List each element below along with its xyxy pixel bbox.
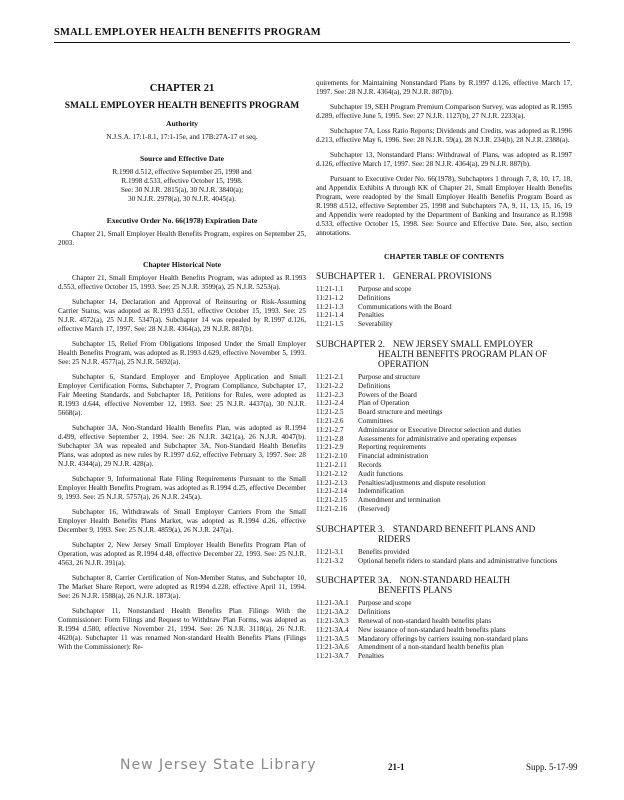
subchapter-label: SUBCHAPTER 1. xyxy=(316,271,385,281)
history-paragraph: Pursuant to Executive Order No. 66(1978), Subchapters 1 through 7, 8, 10, 17, 18, and Appendix Exhibits A through KK of Chapter 21, Small Employer Health Benefits Program, were readopted by the Small Employer Health Benefits Program Board as R.1998 d.512, effective September 25, 1998 and Subchapters 7A, 9, 11, 13, 15, 16, 19 and Appendix were readopted by the Department of Banking and Insurance as R.1998 d.533, effective October 15, 1998. See: Source and Effective Date. See, also, section annotations. xyxy=(316,175,572,237)
exec-order-heading: Executive Order No. 66(1978) Expiration Date xyxy=(106,216,258,225)
history-paragraph: Subchapter 6, Standard Employer and Employee Application and Small Employer Certification Forms, Subchapter 7, Program Compliance, Subchapter 17, Fair Meeting Standards, and Subchapter 18, Petitions for Rules, were adopted as R.1993 d.644, effective November 12, 1993. See: 25 N.J.R. 4437(a), 30 N.J.R. 5668(a). xyxy=(58,373,306,417)
toc-entry xyxy=(316,557,572,566)
toc-entry xyxy=(316,548,572,557)
toc-entry xyxy=(316,643,572,652)
section-title: Penalties/adjustments and dispute resolution xyxy=(358,478,486,487)
section-title: Administrator or Executive Director selection and duties xyxy=(358,425,521,434)
section-title: Plan of Operation xyxy=(358,399,410,408)
section-number: 11:21-3A.7 xyxy=(316,652,349,661)
section-title: Severability xyxy=(358,320,393,329)
subchapter-label: SUBCHAPTER 3. xyxy=(316,523,385,534)
toc-entry xyxy=(316,294,572,303)
section-title: Records xyxy=(358,460,382,469)
section-number: 11:21-2.3 xyxy=(316,390,344,399)
section-number: 11:21-3.1 xyxy=(316,547,344,556)
toc-entry xyxy=(316,382,572,391)
exec-order-text: Chapter 21, Small Employer Health Benefits Program, expires on September 25, 2003. xyxy=(58,230,306,247)
section-title: Reporting requirements xyxy=(358,443,427,452)
section-number: 11:21-3A.3 xyxy=(316,616,349,625)
section-number: 11:21-2.11 xyxy=(316,460,347,469)
toc-heading: CHAPTER TABLE OF CONTENTS xyxy=(384,252,504,261)
toc-entry xyxy=(316,626,572,635)
chapter-number: CHAPTER 21 xyxy=(149,83,215,94)
section-number: 11:21-3.2 xyxy=(316,556,344,565)
toc-entry xyxy=(316,320,572,329)
subchapter-title-line: OPERATION xyxy=(378,358,430,369)
section-number: 11:21-2.4 xyxy=(316,399,344,408)
section-number: 11:21-1.2 xyxy=(316,293,344,302)
section-title: Amendment of a non-standard health benefits plan xyxy=(358,643,504,652)
table-of-contents xyxy=(316,271,572,661)
section-number: 11:21-2.14 xyxy=(316,487,348,496)
history-paragraph: Subchapter 7A, Loss Ratio Reports; Dividends and Credits, was adopted as R.1996 d.213, effective May 6, 1996. See: 28 N.J.R. 59(a), 28 N.J.R. 234(b), 28 N.J.R. 2388(a). xyxy=(316,127,572,144)
toc-entry xyxy=(316,435,572,444)
section-title: New issuance of non-standard health benefits plans xyxy=(358,625,506,634)
history-paragraph: Subchapter 15, Relief From Obligations Imposed Under the Small Employer Health Benefits Program, was adopted as R.1993 d.629, effective November 5, 1993. See: 25 N.J.R. 4577(a), 25 N.J.R. 5692(a). xyxy=(58,340,306,366)
section-title: Penalties xyxy=(358,652,384,661)
toc-entry xyxy=(316,311,572,320)
history-paragraph: Subchapter 13, Nonstandard Plans: Withdrawal of Plans, was adopted as R.1997 d.126, effective March 17, 1997. See: 28 N.J.R. 4364(a), 29 N.J.R. 887(b). xyxy=(316,151,572,168)
section-number: 11:21-2.10 xyxy=(316,452,348,461)
section-title: Indemnification xyxy=(358,487,404,496)
section-list xyxy=(316,599,572,661)
section-title: Mandatory offerings by carriers issuing non-standard plans xyxy=(358,634,528,643)
section-number: 11:21-1.3 xyxy=(316,302,344,311)
history-paragraph: Subchapter 16, Withdrawals of Small Employer Carriers From the Small Employer Health Benefits Plans Market, was adopted as R.1994 d.26, effective December 9, 1993. See: 25 N.J.R. 4859(a), 26 N.J.R. 247(a). xyxy=(58,508,306,534)
toc-entry xyxy=(316,452,572,461)
section-number: 11:21-1.5 xyxy=(316,320,344,329)
history-paragraph: Subchapter 8, Carrier Certification of Non-Member Status, and Subchapter 10, The Market Share Report, were adopted as R1994 d.228, effective April 11, 1994. See: 26 N.J.R. 1588(a), 26 N.J.R. 1873(a). xyxy=(58,574,306,600)
toc-entry xyxy=(316,652,572,661)
section-number: 11:21-2.5 xyxy=(316,408,344,417)
section-title: Audit functions xyxy=(358,469,403,478)
section-title: Communications with the Board xyxy=(358,302,452,311)
section-list xyxy=(316,373,572,514)
history-paragraph: Subchapter 3A, Non-Standard Health Benefits Plan, was adopted as R.1994 d.499, effective September 2, 1994. See: 26 N.J.R. 3421(a), 26 N.J.R. 4047(b). Subchapter 3A was repealed and Subchapter 3A, Non-Standard Health Benefits Plans, was adopted as new rules by R.1997 d.62, effective February 3, 1997. See: 28 N.J.R. 4344(a), 29 N.J.R. 428(a). xyxy=(58,424,306,468)
section-number: 11:21-2.1 xyxy=(316,372,344,381)
section-number: 11:21-2.7 xyxy=(316,425,344,434)
history-paragraph: Subchapter 14, Declaration and Approval of Reinsuring or Risk-Assuming Carrier Status, was adopted as R.1993 d.551, effective October 15, 1993. See: 25 N.J.R. 4572(a), 25 N.J.R. 5347(a). Subchapter 14 was repealed by R.1997 d.126, effective March 17, 1997. See: 28 N.J.R. 4364(a), 29 N.J.R. 887(b). xyxy=(58,298,306,333)
running-head: SMALL EMPLOYER HEALTH BENEFITS PROGRAM xyxy=(54,27,570,43)
source-line: See: 30 N.J.R. 2815(a), 30 N.J.R. 3840(a); xyxy=(120,186,244,194)
section-list xyxy=(316,285,572,329)
toc-entry xyxy=(316,443,572,452)
section-number: 11:21-2.6 xyxy=(316,416,344,425)
section-title: Definitions xyxy=(358,381,391,390)
history-paragraph: Subchapter 2, New Jersey Small Employer Health Benefits Program Plan of Operation, was adopted as R.1994 d.48, effective December 22, 1993. See: 25 N.J.R. 4563, 26 N.J.R. 391(a). xyxy=(58,541,306,567)
source-lines xyxy=(58,168,306,204)
source-line: 30 N.J.R. 2978(a), 30 N.J.R. 4045(a). xyxy=(127,195,236,203)
section-number: 11:21-1.1 xyxy=(316,285,344,293)
subchapter-heading xyxy=(316,524,572,544)
history-paragraph: Chapter 21, Small Employer Health Benefits Program, was adopted as R.1993 d.553, effective October 15, 1993. See: 25 N.J.R. 3599(a), 25 N.J.R. 5253(a). xyxy=(58,274,306,291)
subchapter-title-line: STANDARD BENEFIT PLANS AND xyxy=(392,523,536,534)
supplement-date: Supp. 5-17-99 xyxy=(526,762,578,772)
section-title: Renewal of non-standard health benefits plans xyxy=(358,616,492,625)
history-paragraph: Subchapter 11, Nonstandard Health Benefits Plan Filings With the Commissioner: Form Filings and Request to Withdraw Plan Forms, was adopted as R.1994 d.580, effective November 21, 1994. See: 26 N.J.R. 3118(a), 26 N.J.R. 4620(a). Subchapter 11 was renamed Non-standard Health Benefits Plans (Filings With the Commissioner): Re- xyxy=(58,607,306,651)
toc-entry xyxy=(316,487,572,496)
section-list xyxy=(316,548,572,566)
section-number: 11:21-2.16 xyxy=(316,504,348,513)
history-heading: Chapter Historical Note xyxy=(143,260,221,269)
section-number: 11:21-2.15 xyxy=(316,496,348,505)
source-line: R.1998 d.512, effective September 25, 1998 and xyxy=(112,168,252,176)
toc-entry xyxy=(316,417,572,426)
toc-entry xyxy=(316,426,572,435)
section-number: 11:21-2.12 xyxy=(316,469,348,478)
section-number: 11:21-3A.2 xyxy=(316,608,349,617)
section-title: Purpose and structure xyxy=(358,372,421,381)
subchapter-label: SUBCHAPTER 2. xyxy=(316,338,385,349)
source-line: R.1998 d.533, effective October 15, 1998. xyxy=(121,177,243,185)
toc-entry xyxy=(316,373,572,382)
authority-text: N.J.S.A. 17:1-8.1, 17:1-15e, and 17B:27A-17 et seq. xyxy=(106,133,258,141)
subchapter-heading xyxy=(316,339,572,369)
toc-entry xyxy=(316,617,572,626)
toc-entry xyxy=(316,399,572,408)
subchapter-title-line: NEW JERSEY SMALL EMPLOYER xyxy=(392,338,534,349)
toc-entry xyxy=(316,391,572,400)
section-title: Amendment and termination xyxy=(358,496,441,505)
toc-entry xyxy=(316,408,572,417)
source-heading: Source and Effective Date xyxy=(139,154,224,163)
toc-entry xyxy=(316,461,572,470)
section-title: Purpose and scope xyxy=(358,599,412,608)
section-number: 11:21-3A.6 xyxy=(316,643,349,652)
history-paragraph: Subchapter 19, SEH Program Premium Comparison Survey, was adopted as R.1995 d.289, effective June 5, 1995. See: 27 N.J.R. 1127(b), 27 N.J.R. 2233(a). xyxy=(316,103,572,120)
toc-entry xyxy=(316,505,572,514)
toc-entry xyxy=(316,496,572,505)
toc-entry xyxy=(316,608,572,617)
subchapter-heading xyxy=(316,271,572,281)
section-number: 11:21-2.2 xyxy=(316,381,344,390)
section-title: Benefits provided xyxy=(358,547,410,556)
section-number: 11:21-2.8 xyxy=(316,434,344,443)
authority-heading: Authority xyxy=(165,119,199,128)
subchapter-title-line: BENEFITS PLANS xyxy=(378,585,453,596)
section-title: Penalties xyxy=(358,311,384,320)
section-number: 11:21-2.9 xyxy=(316,443,344,452)
toc-entry xyxy=(316,635,572,644)
section-number: 11:21-3A.1 xyxy=(316,599,349,608)
section-title: Optional benefit riders to standard plans and administrative functions xyxy=(358,556,558,565)
section-title: Board structure and meetings xyxy=(358,408,443,417)
right-column xyxy=(316,79,572,665)
section-title: Powers of the Board xyxy=(358,390,417,399)
section-number: 11:21-1.4 xyxy=(316,311,344,320)
library-stamp: New Jersey State Library xyxy=(120,757,317,773)
subchapter-title-line: GENERAL PROVISIONS xyxy=(392,271,492,281)
section-title: (Reserved) xyxy=(358,504,390,513)
left-column xyxy=(58,82,306,658)
subchapter-title-line: NON-STANDARD HEALTH xyxy=(399,575,511,586)
toc-entry xyxy=(316,285,572,294)
toc-entry xyxy=(316,599,572,608)
section-number: 11:21-3A.5 xyxy=(316,634,349,643)
section-title: Assessments for administrative and operating expenses xyxy=(358,434,517,443)
toc-entry xyxy=(316,479,572,488)
section-number: 11:21-3A.4 xyxy=(316,625,349,634)
chapter-title: SMALL EMPLOYER HEALTH BENEFITS PROGRAM xyxy=(64,101,300,111)
section-title: Definitions xyxy=(358,293,391,302)
history-paragraph: Subchapter 9, Informational Rate Filing Requirements Pursuant to the Small Employer Health Benefits Program, was adopted as R.1994 d.25, effective December 9, 1993. See: 25 N.J.R. 5757(a), 26 N.J.R. 245(a). xyxy=(58,475,306,501)
section-title: Purpose and scope xyxy=(358,285,412,293)
section-title: Financial administration xyxy=(358,452,429,461)
subchapter-title-line: HEALTH BENEFITS PROGRAM PLAN OF xyxy=(378,348,548,359)
section-title: Definitions xyxy=(358,608,391,617)
subchapter-label: SUBCHAPTER 3A. xyxy=(316,575,392,586)
history-paragraph: quirements for Maintaining Nonstandard Plans by R.1997 d.126, effective March 17, 1997. See: 28 N.J.R. 4364(a), 29 N.J.R. 887(b). xyxy=(316,79,572,96)
subchapter-heading xyxy=(316,575,572,595)
toc-entry xyxy=(316,470,572,479)
subchapter-title-line: RIDERS xyxy=(378,533,411,544)
section-number: 11:21-2.13 xyxy=(316,478,348,487)
toc-entry xyxy=(316,303,572,312)
section-title: Committees xyxy=(358,416,393,425)
page-number: 21-1 xyxy=(388,762,405,772)
